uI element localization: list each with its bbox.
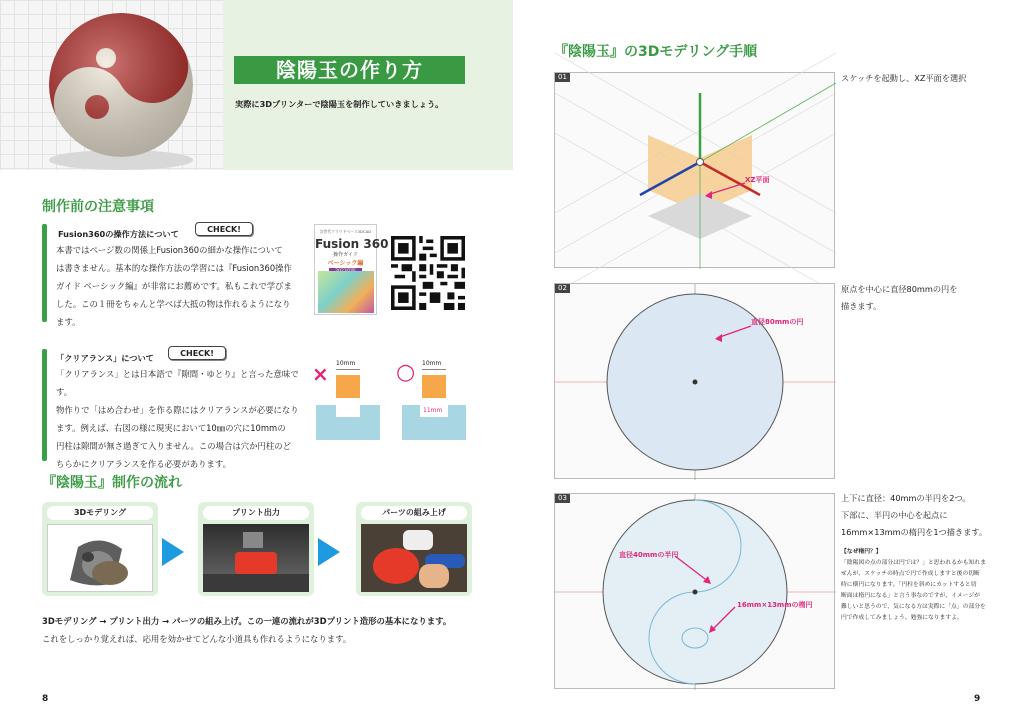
tip-line: 時に横円になります。「円柱を斜めにカットすると切 [841, 582, 977, 588]
check-badge: CHECK! [195, 222, 253, 236]
flow-label: 3Dモデリング [47, 506, 153, 520]
note2-bar [42, 349, 47, 461]
xz-plane-callout: XZ平面 [745, 176, 770, 184]
flow-card-modeling [42, 502, 158, 596]
tip-title: 【なぜ楕円？】 [841, 549, 882, 555]
ng-peg-dimension-line [336, 369, 360, 370]
note2-line: 「クリアランス」とは日本語で『隙間・ゆとり』と言った意味です。 [56, 369, 299, 397]
note1-line: は書きません。基本的な操作方法の学習には『Fusion360操作 [56, 263, 292, 273]
step-02-line: 原点を中心に直径80mmの円を [841, 284, 958, 294]
note1-line: した。この１冊をちゃんと学べば大抵の物は作れるようになり [56, 299, 291, 309]
tip-line: 円で作成してみましょう。勉強になりますよ。 [841, 615, 963, 621]
note2-line: 物作りで「はめ合わせ」を作る際にはクリアランスが必要になり [56, 405, 299, 415]
step-02-line: 描きます。 [841, 301, 882, 311]
book-sub: 操作ガイド [333, 252, 358, 258]
tip-line: 「陰陽図の点の部分は円では？」と思われるかも知れま [841, 560, 986, 566]
step-03-line: 16mm×13mmの楕円を1つ描きます。 [841, 527, 988, 537]
flow-description [42, 612, 451, 648]
yinyang-ball-image [0, 0, 223, 170]
modeling-screenshot [47, 524, 153, 592]
ng-mark: × [312, 362, 329, 386]
note2-line: 円柱は隙間が無さ過ぎて入りません。この場合は穴か円柱のど [56, 441, 292, 451]
printed-part [235, 552, 277, 574]
flow-arrow-2 [318, 538, 340, 566]
ng-peg [336, 375, 360, 398]
step-02-text [841, 281, 1011, 315]
flow-card-assembly [356, 502, 472, 596]
page-number-right: 9 [974, 694, 981, 704]
print-photo [203, 524, 309, 592]
circle-80-callout: 直径80mmの円 [751, 318, 804, 326]
clearance-diagram [312, 358, 472, 448]
tip-line: 難しいと思うので、気になる方は実際に「点」の部分を [841, 604, 986, 610]
ok-peg-dimension-line [422, 369, 446, 370]
ok-peg [422, 375, 446, 398]
ng-peg-width-label: 10mm [336, 360, 356, 367]
ng-hole [336, 405, 360, 417]
tip-line: 断面は楕円になる」と言う事なのですが、イメージが [841, 593, 980, 599]
flow-label: プリント出力 [203, 506, 309, 520]
ellipse-tip [841, 547, 1016, 624]
step-01-text [841, 70, 1011, 87]
hand [419, 564, 449, 588]
page-subtitle: 実際に3Dプリンターで陰陽玉を制作していきましょう。 [235, 99, 444, 109]
ellipse-16x13-callout: 16mm×13mmの楕円 [737, 601, 813, 609]
flow-line: 3Dモデリング → プリント出力 → パーツの組み上げ。この一連の流れが3Dプリント造形の基本になります。 [42, 616, 452, 626]
note2-body [56, 365, 311, 473]
note1-line: 本書ではページ数の関係上Fusion360の細かな操作について [56, 245, 283, 255]
hero-image-area [0, 0, 223, 170]
book-edition: ベーシック編 [327, 260, 364, 267]
title-area [223, 0, 513, 170]
note2-line: ちらかにクリアランスを作る必要があります。 [56, 459, 231, 469]
step-03-viewport [554, 493, 835, 689]
print-bed [203, 574, 309, 592]
modeling-heading: 『陰陽玉』の3Dモデリング手順 [554, 44, 758, 60]
step-03-canvas [555, 494, 836, 690]
step-02-viewport [554, 283, 835, 479]
check-badge: CHECK! [168, 346, 226, 360]
ok-mark: ○ [396, 360, 416, 385]
step-01-canvas [555, 73, 836, 269]
flow-arrow-1 [162, 538, 184, 566]
step-number: 03 [555, 494, 570, 503]
book-art [318, 271, 374, 313]
note1-line: ガイド ベーシック編』が非常にお薦めです。私もこれで学びま [56, 281, 292, 291]
book-title: Fusion 360 [315, 237, 389, 251]
red-part [373, 548, 419, 584]
print-head [243, 532, 263, 548]
step-01-viewport [554, 72, 835, 268]
step-03-line: 上下に直径：40mmの半円を2つ。 [841, 493, 971, 503]
page-number-left: 8 [42, 694, 49, 704]
step-number: 01 [555, 73, 570, 82]
note1-line: ます。 [56, 317, 81, 327]
step-number: 02 [555, 284, 570, 293]
note1-body [56, 241, 306, 331]
step-03-line: 下部に、半円の中心を起点に [841, 510, 948, 520]
flow-line: これをしっかり覚えれば、応用を効かせてどんな小道具も作れるようになります。 [42, 634, 352, 644]
note1-bar [42, 224, 47, 322]
semicircle-40-callout: 直径40mmの半円 [619, 551, 679, 559]
book-top: 次世代クラウドベース3DCAD [319, 229, 372, 234]
flow-label: パーツの組み上げ [361, 506, 467, 520]
note1-title: Fusion360の操作方法について [58, 229, 179, 239]
white-part [403, 530, 433, 550]
qr-code-image [391, 236, 465, 310]
cautions-heading: 制作前の注意事項 [42, 199, 154, 215]
ok-hole-width-label: 11mm [423, 407, 443, 414]
flow-heading: 『陰陽玉』制作の流れ [42, 475, 182, 491]
note2-title: 「クリアランス」について [56, 353, 154, 363]
tip-line: せんが、スケッチの時点で円で作成しますと後の切断 [841, 571, 980, 577]
ok-peg-width-label: 10mm [422, 360, 442, 367]
assembly-photo [361, 524, 467, 592]
page-title: 陰陽玉の作り方 [234, 56, 465, 84]
step-02-canvas [555, 284, 836, 480]
flow-card-print [198, 502, 314, 596]
note2-line: ます。例えば、右図の様に現実において10㎜の穴に10mmの [56, 423, 286, 433]
step-03-text [841, 490, 1016, 541]
book-cover [314, 224, 389, 315]
step-01-line: スケッチを起動し、XZ平面を選択 [841, 73, 967, 83]
